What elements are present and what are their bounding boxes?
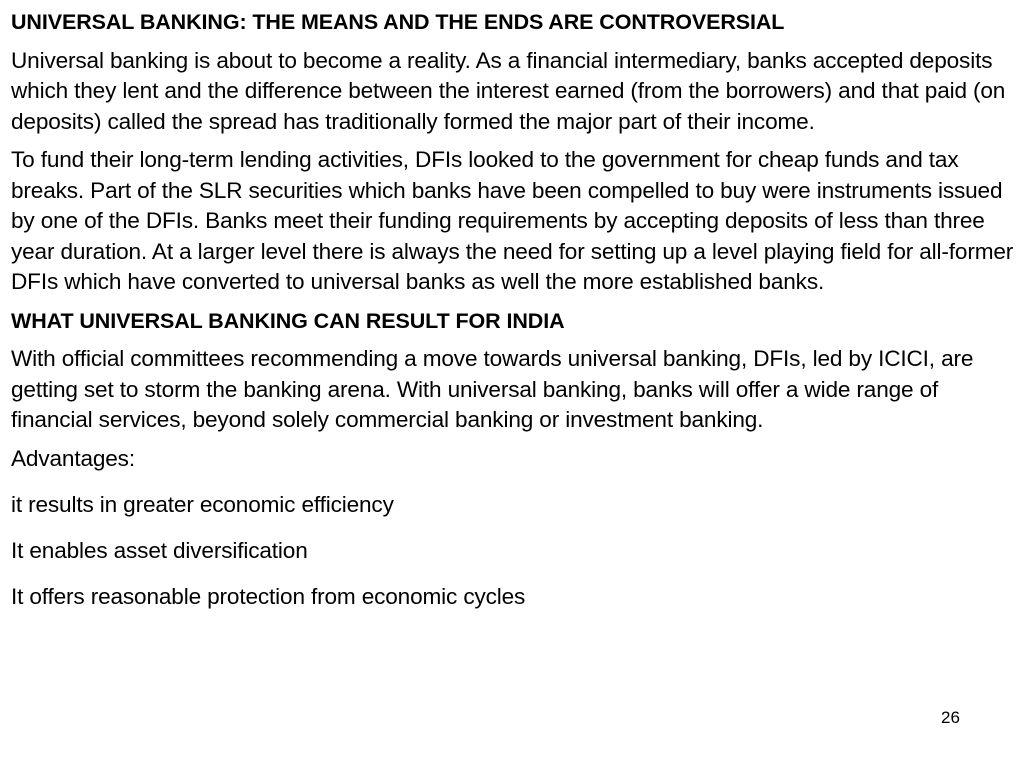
heading-result-for-india: WHAT UNIVERSAL BANKING CAN RESULT FOR INDIA: [11, 308, 565, 333]
paragraph-dfi-funding: To fund their long-term lending activities, DFIs looked to the government for cheap funds and tax breaks. Part of the SLR securities which banks have been compelled to buy were instruments issued by one of the DFIs. Banks meet their funding requirements by accepting deposits of less than three year duration. At a larger level there is always the need for setting up a level playing field for all-former DFIs which have converted to universal banks as well the more established banks.: [11, 147, 1014, 294]
advantage-item: It enables asset diversification: [11, 537, 308, 563]
page-number: 26: [941, 708, 960, 727]
heading-universal-banking: UNIVERSAL BANKING: THE MEANS AND THE ENDS ARE CONTROVERSIAL: [11, 10, 785, 34]
advantage-item: it results in greater economic efficiency: [11, 491, 394, 517]
paragraph-intro: Universal banking is about to become a reality. As a financial intermediary, banks accepted deposits which they lent and the difference between the interest earned (from the borrowers) and that paid (on deposits) called the spread has traditionally formed the major part of their income.: [11, 47, 1006, 134]
slide-body: [11, 7, 1016, 628]
advantage-item: It offers reasonable protection from economic cycles: [11, 583, 526, 609]
paragraph-official-committees: With official committees recommending a move towards universal banking, DFIs, led by ICICI, are getting set to storm the banking arena. With universal banking, banks will offer a wide range of financial services, beyond solely commercial banking or investment banking.: [11, 346, 974, 432]
advantages-label: Advantages:: [11, 445, 135, 471]
